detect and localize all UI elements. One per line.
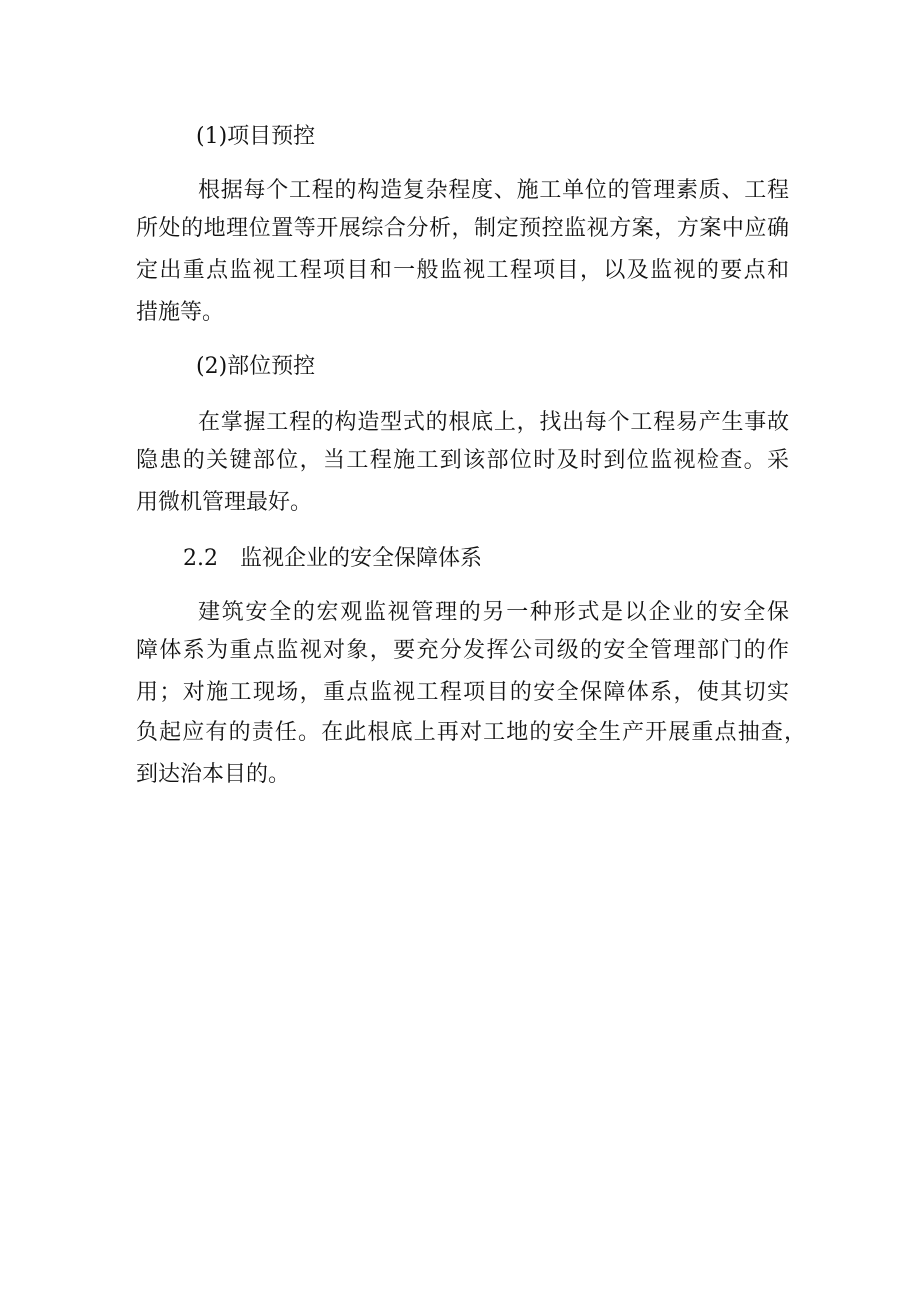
section-number: 2.2	[183, 546, 218, 571]
paragraph-line: 用；对施工现场，重点监视工程项目的安全保障体系，使其切实	[136, 680, 789, 705]
paragraph-line: 建筑安全的宏观监视管理的另一种形式是以企业的安全保	[198, 600, 789, 625]
paragraph-line: 到达治本目的。	[136, 762, 291, 787]
item-heading-project-precontrol: (1)项目预控	[196, 124, 316, 149]
section-heading	[183, 544, 482, 574]
paragraph-line: 负起应有的责任。在此根底上再对工地的安全生产开展重点抽查，	[136, 720, 806, 745]
paragraph-line: 隐患的关键部位，当工程施工到该部位时及时到位监视检查。采	[136, 448, 789, 473]
paragraph-line: 在掌握工程的构造型式的根底上，找出每个工程易产生事故	[198, 410, 789, 435]
paragraph-line: 用微机管理最好。	[136, 490, 313, 515]
paragraph-line: 所处的地理位置等开展综合分析，制定预控监视方案，方案中应确	[136, 216, 789, 241]
paragraph-line: 措施等。	[136, 300, 225, 325]
item-heading-position-precontrol: (2)部位预控	[196, 354, 316, 379]
paragraph-line: 定出重点监视工程项目和一般监视工程项目，以及监视的要点和	[136, 258, 789, 283]
paragraph-line: 根据每个工程的构造复杂程度、施工单位的管理素质、工程	[198, 178, 789, 203]
paragraph-line: 障体系为重点监视对象，要充分发挥公司级的安全管理部门的作	[136, 638, 789, 663]
section-title: 监视企业的安全保障体系	[240, 546, 483, 571]
